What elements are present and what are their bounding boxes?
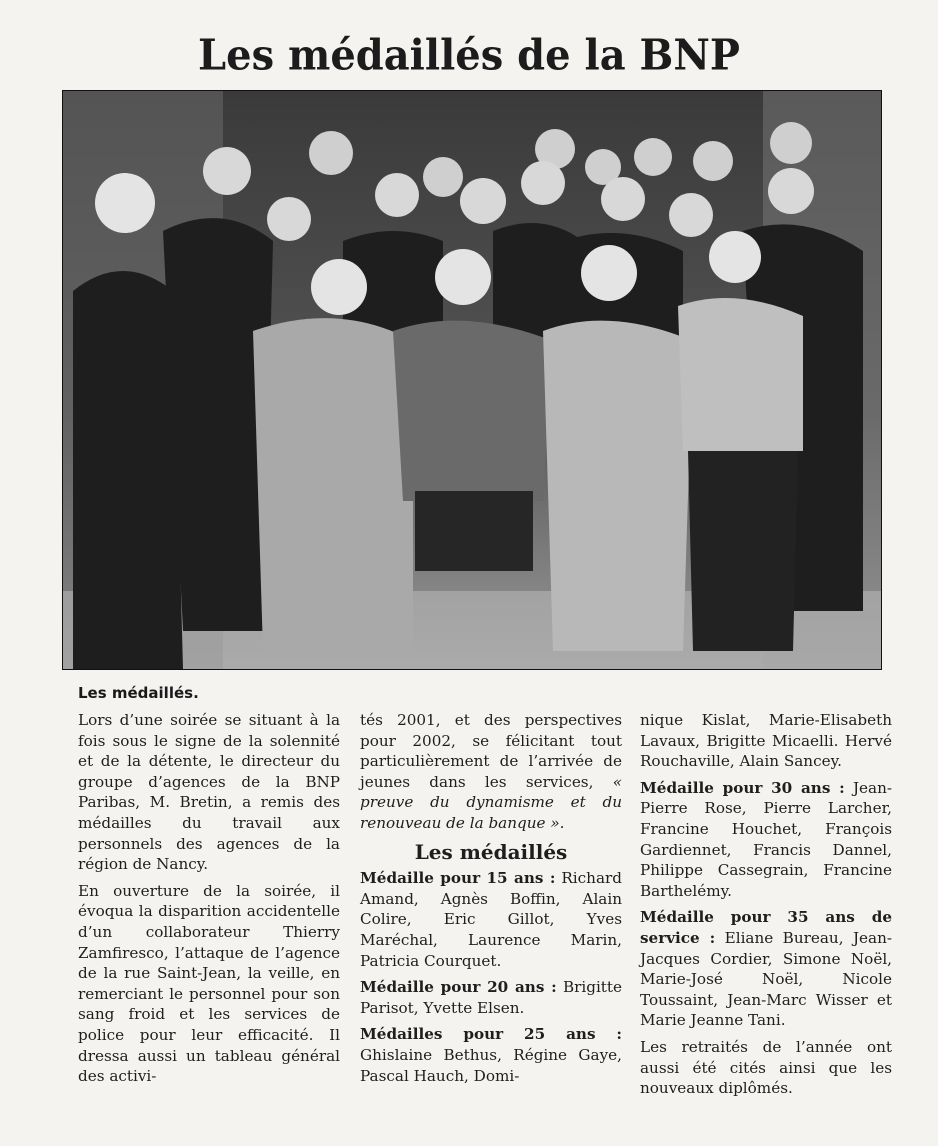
article-quote: « preuve du dynamisme et du renouveau de la banque ». [360,772,622,832]
headline: Les médaillés de la BNP [198,30,740,81]
medal-label: Médaille pour 35 ans de service : [640,908,892,947]
medal-names: Richard Amand, Agnès Boffin, Alain Colire, Eric Gillot, Yves Maréchal, Laurence Marin, Patricia Courquet. [360,869,622,970]
article-column-3 [640,710,892,1105]
medal-names: Brigitte Parisot, Yvette Elsen. [360,978,622,1017]
medal-20-entry [360,977,622,1018]
article-paragraph: nique Kislat, Marie-Elisabeth Lavaux, Brigitte Micaelli. Hervé Rouchaville, Alain Sancey. [640,711,892,771]
medal-names: Ghislaine Bethus, Régine Gaye, Pascal Hauch, Domi- [360,1045,622,1085]
medal-names: Jean-Pierre Rose, Pierre Larcher, Francine Houchet, François Gardiennet, Francis Dannel, Philippe Cassegrain, Francine Barthelémy. [640,778,892,900]
article-column-1 [78,710,340,1093]
article-paragraph: En ouverture de la soirée, il évoqua la disparition accidentelle d’un collaborateur Thierry Zamfiresco, l’attaque de l’agence de la rue Saint-Jean, la veille, en remerciant le personnel pour son sang froid et les services de police pour leur efficacité. Il dressa aussi un tableau général des activi- [78,881,340,1086]
medal-35-entry [640,907,892,1031]
medal-label: Médaille pour 20 ans : [360,978,557,997]
medal-15-entry [360,868,622,971]
medal-names: Eliane Bureau, Jean-Jacques Cordier, Simone Noël, Marie-José Noël, Nicole Toussaint, Jean-Marc Wisser et Marie Jeanne Tani. [640,928,892,1030]
photo-caption: Les médaillés. [78,684,199,702]
article-paragraph [360,710,622,834]
article-paragraph: Les retraités de l’année ont aussi été cités ainsi que les nouveaux diplômés. [640,1037,892,1098]
group-photo [62,90,882,670]
medal-30-entry [640,778,892,902]
medal-list-subhead: Les médaillés [414,839,568,864]
article-paragraph: Lors d’une soirée se situant à la fois sous le signe de la solennité et de la détente, le directeur du groupe d’agences de la BNP Paribas, M. Bretin, a remis des médailles du travail aux personnels des agences de la région de Nancy. [78,711,340,874]
medal-label: Médailles pour 25 ans : [360,1025,622,1044]
article-text: tés 2001, et des perspectives pour 2002, se félicitant tout particulièrement de l’arrivée de jeunes dans les services, [360,711,622,791]
medal-label: Médaille pour 30 ans : [640,778,845,797]
medal-label: Médaille pour 15 ans : [360,869,556,888]
article-column-2 [360,710,622,1092]
medal-25-entry [360,1024,622,1086]
